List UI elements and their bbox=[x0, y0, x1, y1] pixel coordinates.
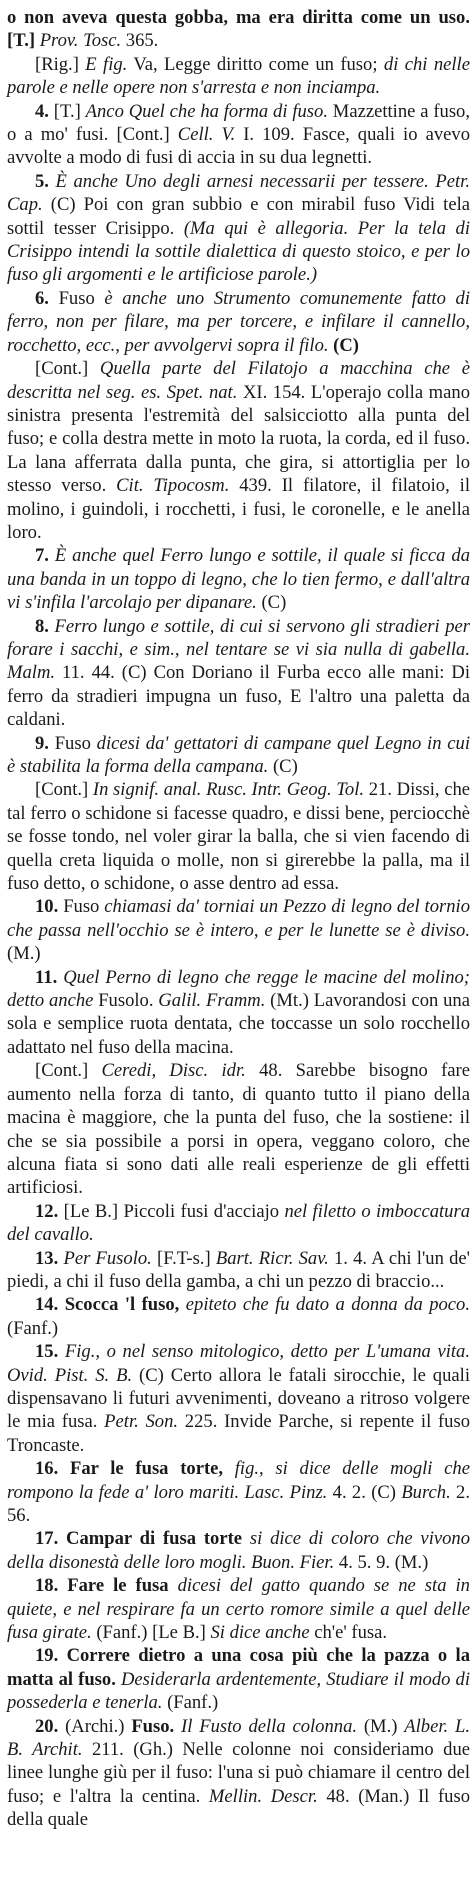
text-run: (Fanf.) bbox=[7, 1317, 59, 1339]
entry-paragraph bbox=[7, 732, 470, 779]
bold-text: (C) bbox=[328, 334, 359, 356]
entry-paragraph bbox=[7, 1644, 470, 1714]
italic-text: Cit. Tipocosm. bbox=[116, 475, 230, 497]
text-run: (Archi.) bbox=[65, 1715, 132, 1737]
text-run: (Fanf.) [Le B.] bbox=[91, 1622, 211, 1644]
text-run: (Mt.) Lavorandosi con una sola e semplice ruota dentata, che toccasse un solo rocchello adattato nel fuso della macina. bbox=[7, 990, 470, 1058]
text-run: (C) bbox=[268, 756, 298, 777]
italic-text: di chi nelle parole e nelle opere non s'arresta e non inciampa. bbox=[7, 53, 470, 99]
italic-text: Cell. V. bbox=[177, 124, 236, 146]
entry-paragraph bbox=[7, 1293, 470, 1340]
text-run: (C) Poi con gran subbio e con mirabil fuso Vidi tela sottil tesser Crisippo. bbox=[7, 194, 470, 239]
text-run: Fuso bbox=[58, 287, 105, 309]
text-run: Fusolo. bbox=[93, 990, 159, 1012]
italic-text: Desiderarla ardentemente, Studiare il modo di possederla e tenerla. bbox=[7, 1668, 470, 1714]
bold-text: 11. bbox=[35, 966, 64, 988]
text-run: ch'e' fusa. bbox=[309, 1622, 388, 1644]
entry-paragraph bbox=[7, 6, 470, 53]
text-run: Fuso bbox=[54, 732, 97, 754]
entry-paragraph bbox=[7, 1457, 470, 1527]
text-run: 21. Dissi, che tal ferro o schidone si facesse quadro, e dissi bene, perciocchè se fosse tondo, nel voler girar la balla, che si vien facendo di quella creta liquida o molle, non si girerebbe la palla, ma il fuso detto, o schidone, o asse dentro ad essa. bbox=[7, 779, 471, 895]
entry-paragraph bbox=[7, 287, 470, 357]
text-run: [Cont.] bbox=[35, 358, 100, 380]
text-run: 4. 2. (C) bbox=[327, 1481, 402, 1503]
bold-text: 20. bbox=[35, 1715, 66, 1737]
text-run: [T.] bbox=[53, 100, 86, 122]
text-run: XI. 154. L'operajo colla mano sinistra presenta l'estremità del salsicciotto alla punta del fuso; e colla destra mette in moto la ruota, la corda, ed il fuso. La lana afferrata dalla punta, che gira, si attortiglia per lo stesso verso. bbox=[7, 381, 470, 497]
entry-paragraph bbox=[7, 357, 470, 544]
italic-text: dicesi del gatto quando se ne sta in quiete, e nel respirare fa un certo romore simile a quel delle fusa girate. bbox=[7, 1575, 470, 1644]
entry-paragraph bbox=[7, 1247, 470, 1294]
entry-paragraph bbox=[7, 1340, 470, 1457]
text-run: Fuso bbox=[63, 896, 105, 918]
entry-paragraph bbox=[7, 1200, 470, 1247]
text-run: I. 109. Fasce, quali io avevo avvolte a modo di fusi di accia in su dua legnetti. bbox=[7, 124, 470, 169]
italic-text: Quel Perno di legno che regge le macine del molino; detto anche bbox=[7, 966, 470, 1012]
text-run: 211. (Gh.) Nelle colonne noi consideriamo due linee lunghe giù per il fuso: l'una si può chiamare il centro del fuso; e l'altra la centina. bbox=[7, 1739, 470, 1807]
text-run: (Fanf.) bbox=[162, 1692, 219, 1714]
italic-text: Galil. Framm. bbox=[158, 990, 266, 1012]
text-run: [F.T-s.] bbox=[151, 1247, 216, 1269]
italic-text: Fig., o nel senso mitologico, detto per L'umana vita. Ovid. Pist. S. B. bbox=[7, 1341, 470, 1386]
entry-paragraph bbox=[7, 1715, 470, 1832]
italic-text: Il Fusto della colonna. bbox=[181, 1715, 358, 1737]
italic-text: Mellin. Descr. bbox=[208, 1785, 318, 1807]
bold-text: 18. Fare le fusa bbox=[35, 1575, 178, 1597]
italic-text: In signif. anal. Rusc. Intr. Geog. Tol. bbox=[92, 779, 365, 801]
italic-text: Si dice anche bbox=[210, 1622, 310, 1644]
text-run: [Cont.] bbox=[35, 1060, 102, 1082]
text-run: 439. Il filatore, il filatoio, il molino, i guindoli, i rocchetti, i fusi, le coronelle, e le anella loro. bbox=[7, 475, 470, 543]
bold-text: 16. Far le fusa torte, bbox=[35, 1458, 235, 1480]
bold-text: 8. bbox=[35, 615, 55, 637]
text-run: 2. 56. bbox=[7, 1481, 470, 1526]
entry-paragraph bbox=[7, 966, 470, 1060]
text-run: 48. (Man.) Il fuso della quale bbox=[7, 1785, 470, 1831]
italic-text: Petr. Son. bbox=[104, 1411, 179, 1433]
italic-text: Burch. bbox=[401, 1481, 451, 1503]
bold-text: 10. bbox=[35, 896, 64, 918]
italic-text: Alber. L. B. Archit. bbox=[7, 1715, 470, 1761]
italic-text: nel filetto o imboccatura del cavallo. bbox=[7, 1200, 470, 1246]
italic-text: Prov. Tosc. bbox=[39, 30, 122, 52]
entry-paragraph bbox=[7, 1527, 470, 1574]
italic-text: Quella parte del Filatojo a macchina che è descritta nel seg. es. Spet. nat. bbox=[7, 358, 470, 403]
italic-text: chiamasi da' torniai un Pezzo di legno del tornio che passa nell'occhio se è intero, e per le lunette se è diviso. bbox=[7, 896, 470, 941]
entry-paragraph bbox=[7, 615, 470, 732]
italic-text: È anche quel Ferro lungo e sottile, il quale si ficca da una banda in un toppo di legno, che lo tien fermo, e dall'altra vi s'infila l'arcolajo per dipanare. bbox=[7, 545, 470, 614]
italic-text: si dice di coloro che vivono della disonestà delle loro mogli. Buon. Fier. bbox=[7, 1528, 470, 1573]
bold-text: 6. bbox=[35, 287, 59, 309]
entry-paragraph bbox=[7, 544, 470, 614]
bold-text: 15. bbox=[35, 1341, 65, 1363]
italic-text: Anco Quel che ha forma di fuso. bbox=[85, 100, 328, 122]
text-run: Mazzettine a fuso, o a mo' fusi. [Cont.] bbox=[7, 100, 470, 146]
bold-text: 14. Scocca 'l fuso, bbox=[35, 1294, 186, 1316]
entry-paragraph bbox=[7, 895, 470, 965]
bold-text: 13. bbox=[35, 1247, 64, 1269]
text-run: (M.) bbox=[357, 1715, 405, 1737]
text-run: 365. bbox=[121, 30, 159, 52]
italic-text: E fig. bbox=[85, 53, 128, 75]
italic-text: Ferro lungo e sottile, di cui si servono gli stradieri per forare i sacchi, e sim., nel tentare se vi sia nulla di gabella. Malm. bbox=[7, 615, 470, 684]
italic-text: Per Fusolo. bbox=[63, 1247, 152, 1269]
text-run: 4. 5. 9. (M.) bbox=[334, 1551, 429, 1573]
italic-text: epiteto che fu dato a donna da poco. bbox=[185, 1294, 471, 1316]
bold-text: 7. bbox=[35, 545, 55, 567]
text-run: [Cont.] bbox=[35, 779, 93, 801]
text-run: 11. 44. (C) Con Doriano il Furba ecco alle mani: Di ferro da stradieri impugna un fuso, E l'altro una paletta da caldani. bbox=[7, 662, 470, 731]
italic-text: Bart. Ricr. Sav. bbox=[215, 1247, 329, 1269]
bold-text: 17. Campar di fusa torte bbox=[35, 1528, 250, 1550]
italic-text: dicesi da' gettatori di campane quel Legno in cui è stabilita la forma della campana. bbox=[7, 732, 470, 777]
text-run: 48. Sarebbe bisogno fare aumento nella forza di tanto, di quanto tutto il piano della macina è maggiore, che la punta del fuso, che la sostiene: il che se sia possibile a porsi in opera, veggano coloro, che alcuna fiata si sono dati alle reali esperienze de gli effetti artificiosi. bbox=[7, 1060, 471, 1199]
text-run: Va, Legge diritto come un fuso; bbox=[127, 53, 384, 75]
entry-paragraph bbox=[7, 100, 470, 170]
text-run: [Rig.] bbox=[35, 53, 86, 75]
italic-text: È anche Uno degli arnesi necessarii per tessere. Petr. Cap. bbox=[7, 170, 470, 216]
text-run: (M.) bbox=[7, 943, 41, 965]
entry-column bbox=[7, 6, 470, 1832]
italic-text: (Ma qui è allegoria. Per la tela di Crisippo intendi la sottile dialettica di questo stoico, e per lo fuso gli argomenti e le artificiose parole.) bbox=[7, 217, 470, 286]
bold-text: Fuso. bbox=[131, 1715, 182, 1737]
italic-text: è anche uno Strumento comunemente fatto di ferro, non per filare, ma per torcere, e infilare il cannello, rocchetto, ecc., per avvolgervi sopra il filo. bbox=[7, 287, 470, 356]
text-run: (C) Certo allora le fatali sirocchie, le quali dispensavano li futuri avvenimenti, doveano a ritroso volgere le mia fusa. bbox=[7, 1364, 470, 1433]
entry-paragraph bbox=[7, 1574, 470, 1644]
text-run: 1. 4. A chi l'un de' piedi, a chi il fuso della gamba, a chi un pezzo di braccio... bbox=[7, 1247, 471, 1292]
bold-text: 4. bbox=[35, 100, 54, 122]
bold-text: 9. bbox=[35, 732, 55, 754]
text-run: (C) bbox=[256, 592, 287, 614]
entry-paragraph bbox=[7, 1059, 470, 1199]
bold-text: o non aveva questa gobba, ma era diritta come un uso. [T.] bbox=[7, 7, 470, 52]
italic-text: fig., si dice delle mogli che rompono la fede a' loro mariti. Lasc. Pinz. bbox=[7, 1458, 470, 1503]
bold-text: 5. bbox=[35, 170, 56, 192]
entry-paragraph bbox=[7, 53, 470, 100]
entry-paragraph bbox=[7, 170, 470, 287]
bold-text: 19. Correre dietro a una cosa più che la pazza o la matta al fuso. bbox=[7, 1645, 470, 1690]
italic-text: Ceredi, Disc. idr. bbox=[101, 1060, 246, 1082]
text-run: [Le B.] Piccoli fusi d'acciajo bbox=[63, 1200, 285, 1222]
text-run: 225. Invide Parche, si repente il fuso Troncaste. bbox=[7, 1411, 471, 1456]
entry-paragraph bbox=[7, 778, 470, 895]
bold-text: 12. bbox=[35, 1200, 64, 1222]
